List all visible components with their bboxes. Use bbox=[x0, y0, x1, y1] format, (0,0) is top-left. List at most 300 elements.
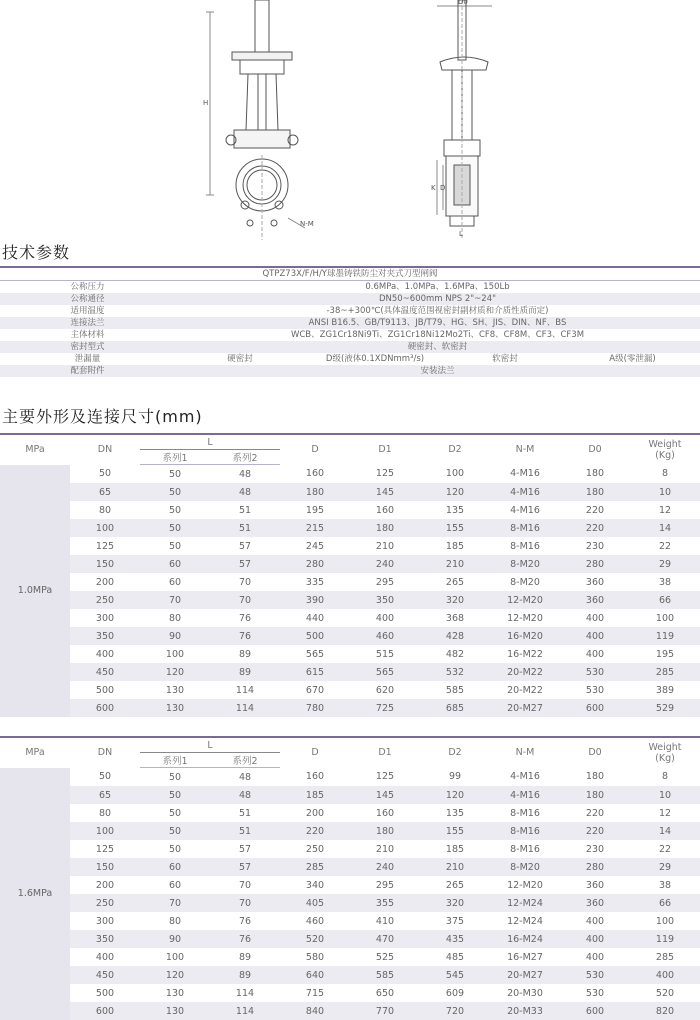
table-cell: 585 bbox=[350, 966, 420, 984]
table-cell: 99 bbox=[420, 768, 490, 787]
table-cell: 130 bbox=[140, 1002, 210, 1020]
table-cell: 520 bbox=[280, 930, 350, 948]
table-cell: 770 bbox=[350, 1002, 420, 1020]
table-row bbox=[0, 948, 700, 966]
table-cell: 80 bbox=[140, 912, 210, 930]
table-cell: 51 bbox=[210, 519, 280, 537]
param-value: A级(零泄漏) bbox=[565, 353, 700, 365]
table-cell: 400 bbox=[630, 966, 700, 984]
table-row bbox=[0, 609, 700, 627]
dimensions-table-2 bbox=[0, 736, 700, 1020]
table-row bbox=[0, 966, 700, 984]
table-cell: 60 bbox=[140, 858, 210, 876]
table-cell: 725 bbox=[350, 699, 420, 717]
param-value: -38~+300℃(具体温度范围视密封副材质和介质性质而定) bbox=[175, 305, 700, 317]
table-cell: 14 bbox=[630, 822, 700, 840]
table-cell: 8-M16 bbox=[490, 537, 560, 555]
table-cell: 320 bbox=[420, 894, 490, 912]
table-row bbox=[0, 465, 700, 484]
table-cell: 340 bbox=[280, 876, 350, 894]
header-d1: D1 bbox=[350, 737, 420, 768]
table-cell: 20-M33 bbox=[490, 1002, 560, 1020]
table-cell: 125 bbox=[350, 768, 420, 787]
table-cell: 360 bbox=[560, 573, 630, 591]
table-cell: 50 bbox=[140, 840, 210, 858]
table-row bbox=[0, 894, 700, 912]
table-cell: 180 bbox=[350, 822, 420, 840]
parameters-table bbox=[0, 266, 700, 377]
header-d2: D2 bbox=[420, 434, 490, 465]
table-cell: 48 bbox=[210, 483, 280, 501]
label-d: D bbox=[440, 184, 445, 192]
table-cell: 368 bbox=[420, 609, 490, 627]
table-cell: 57 bbox=[210, 537, 280, 555]
table-cell: 120 bbox=[420, 786, 490, 804]
table-cell: 89 bbox=[210, 645, 280, 663]
table-cell: 8-M16 bbox=[490, 840, 560, 858]
table-cell: 230 bbox=[560, 537, 630, 555]
table-cell: 500 bbox=[280, 627, 350, 645]
table-cell: 720 bbox=[420, 1002, 490, 1020]
table-cell: 529 bbox=[630, 699, 700, 717]
table-cell: 51 bbox=[210, 804, 280, 822]
table-cell: 50 bbox=[140, 501, 210, 519]
table-cell: 320 bbox=[420, 591, 490, 609]
table-cell: 460 bbox=[280, 912, 350, 930]
table-cell: 350 bbox=[350, 591, 420, 609]
table-cell: 200 bbox=[70, 876, 140, 894]
table-cell: 210 bbox=[420, 555, 490, 573]
table-cell: 10 bbox=[630, 786, 700, 804]
table-cell: 245 bbox=[280, 537, 350, 555]
table-cell: 400 bbox=[70, 645, 140, 663]
header-series1: 系列1 bbox=[140, 753, 210, 768]
table-cell: 65 bbox=[70, 786, 140, 804]
table-cell: 16-M20 bbox=[490, 627, 560, 645]
table-cell: 530 bbox=[560, 984, 630, 1002]
param-label: 公称通径 bbox=[0, 293, 175, 305]
param-value: DN50~600mm NPS 2"~24" bbox=[175, 293, 700, 305]
header-d: D bbox=[280, 434, 350, 465]
header-mpa: MPa bbox=[0, 434, 70, 465]
table-cell: 8 bbox=[630, 768, 700, 787]
table-cell: 70 bbox=[140, 591, 210, 609]
table-row bbox=[0, 501, 700, 519]
header-nm: N-M bbox=[490, 737, 560, 768]
table-cell: 350 bbox=[70, 627, 140, 645]
table-cell: 400 bbox=[560, 645, 630, 663]
table-cell: 375 bbox=[420, 912, 490, 930]
label-k: K bbox=[431, 184, 436, 192]
table-cell: 620 bbox=[350, 681, 420, 699]
table-cell: 114 bbox=[210, 681, 280, 699]
table-cell: 66 bbox=[630, 894, 700, 912]
param-value: WCB、ZG1Cr18Ni9Ti、ZG1Cr18Ni12Mo2Ti、CF8、CF8M、CF3、CF3M bbox=[175, 329, 700, 341]
table-cell: 60 bbox=[140, 573, 210, 591]
param-value: D级(液体0.1XDNmm³/s) bbox=[305, 353, 445, 365]
table-cell: 50 bbox=[140, 465, 210, 484]
table-cell: 50 bbox=[140, 483, 210, 501]
header-d0: D0 bbox=[560, 434, 630, 465]
table-cell: 585 bbox=[420, 681, 490, 699]
table-cell: 100 bbox=[70, 519, 140, 537]
table-cell: 640 bbox=[280, 966, 350, 984]
header-d2: D2 bbox=[420, 737, 490, 768]
table-cell: 220 bbox=[560, 804, 630, 822]
header-dn: DN bbox=[70, 737, 140, 768]
table-cell: 130 bbox=[140, 681, 210, 699]
table-cell: 89 bbox=[210, 948, 280, 966]
table-cell: 100 bbox=[140, 645, 210, 663]
table-cell: 360 bbox=[560, 876, 630, 894]
table-cell: 295 bbox=[350, 573, 420, 591]
table-cell: 180 bbox=[560, 786, 630, 804]
table-cell: 50 bbox=[140, 537, 210, 555]
table-cell: 50 bbox=[140, 519, 210, 537]
header-mpa: MPa bbox=[0, 737, 70, 768]
header-dn: DN bbox=[70, 434, 140, 465]
table-cell: 515 bbox=[350, 645, 420, 663]
table-cell: 4-M16 bbox=[490, 483, 560, 501]
table-cell: 20-M30 bbox=[490, 984, 560, 1002]
table-row bbox=[0, 681, 700, 699]
table-cell: 220 bbox=[560, 519, 630, 537]
table-cell: 120 bbox=[420, 483, 490, 501]
table-row bbox=[0, 804, 700, 822]
table-cell: 70 bbox=[210, 591, 280, 609]
table-cell: 285 bbox=[630, 948, 700, 966]
table-cell: 50 bbox=[140, 804, 210, 822]
table-cell: 51 bbox=[210, 822, 280, 840]
param-value: 软密封 bbox=[445, 353, 565, 365]
table-cell: 119 bbox=[630, 930, 700, 948]
table-cell: 600 bbox=[70, 1002, 140, 1020]
table-cell: 600 bbox=[70, 699, 140, 717]
table-cell: 145 bbox=[350, 483, 420, 501]
table-cell: 300 bbox=[70, 912, 140, 930]
table-cell: 50 bbox=[140, 822, 210, 840]
table-cell: 38 bbox=[630, 573, 700, 591]
table-cell: 685 bbox=[420, 699, 490, 717]
table-cell: 8-M16 bbox=[490, 804, 560, 822]
table-cell: 48 bbox=[210, 786, 280, 804]
table-cell: 80 bbox=[140, 609, 210, 627]
table-cell: 160 bbox=[350, 804, 420, 822]
table-cell: 8-M20 bbox=[490, 573, 560, 591]
table-cell: 470 bbox=[350, 930, 420, 948]
table-cell: 50 bbox=[70, 768, 140, 787]
table-cell: 530 bbox=[560, 663, 630, 681]
table-cell: 295 bbox=[350, 876, 420, 894]
table-cell: 10 bbox=[630, 483, 700, 501]
table-cell: 100 bbox=[420, 465, 490, 484]
table-cell: 57 bbox=[210, 840, 280, 858]
table-cell: 600 bbox=[560, 699, 630, 717]
table-row bbox=[0, 858, 700, 876]
table-cell: 12-M24 bbox=[490, 894, 560, 912]
table-row bbox=[0, 840, 700, 858]
table-row bbox=[0, 1002, 700, 1020]
table-cell: 76 bbox=[210, 930, 280, 948]
header-d: D bbox=[280, 737, 350, 768]
table-cell: 57 bbox=[210, 555, 280, 573]
table-cell: 8-M20 bbox=[490, 555, 560, 573]
table-body bbox=[0, 465, 700, 718]
table-cell: 482 bbox=[420, 645, 490, 663]
header-weight: Weight (Kg) bbox=[630, 434, 700, 465]
table-body bbox=[0, 768, 700, 1020]
table-cell: 100 bbox=[70, 822, 140, 840]
table-cell: 565 bbox=[350, 663, 420, 681]
table-cell: 532 bbox=[420, 663, 490, 681]
table-cell: 240 bbox=[350, 555, 420, 573]
table-cell: 360 bbox=[560, 894, 630, 912]
table-cell: 450 bbox=[70, 966, 140, 984]
table-cell: 14 bbox=[630, 519, 700, 537]
table-row bbox=[0, 627, 700, 645]
table-cell: 12-M24 bbox=[490, 912, 560, 930]
table-cell: 130 bbox=[140, 699, 210, 717]
table-cell: 615 bbox=[280, 663, 350, 681]
table-cell: 389 bbox=[630, 681, 700, 699]
table-cell: 29 bbox=[630, 858, 700, 876]
table-cell: 355 bbox=[350, 894, 420, 912]
table-cell: 230 bbox=[560, 840, 630, 858]
table-cell: 210 bbox=[420, 858, 490, 876]
table-cell: 200 bbox=[280, 804, 350, 822]
table-cell: 820 bbox=[630, 1002, 700, 1020]
table-cell: 12-M20 bbox=[490, 609, 560, 627]
table-cell: 400 bbox=[560, 912, 630, 930]
table-cell: 145 bbox=[350, 786, 420, 804]
table-cell: 70 bbox=[210, 573, 280, 591]
header-series2: 系列2 bbox=[210, 450, 280, 465]
section-title-parameters: 技术参数 bbox=[0, 240, 70, 263]
table-cell: 38 bbox=[630, 876, 700, 894]
table-cell: 8 bbox=[630, 465, 700, 484]
table-cell: 250 bbox=[280, 840, 350, 858]
table-cell: 135 bbox=[420, 804, 490, 822]
table-cell: 76 bbox=[210, 912, 280, 930]
table-cell: 125 bbox=[70, 537, 140, 555]
table-cell: 125 bbox=[350, 465, 420, 484]
table-cell: 400 bbox=[560, 930, 630, 948]
table-cell: 70 bbox=[210, 876, 280, 894]
table-cell: 8-M16 bbox=[490, 519, 560, 537]
parameters-table-title: QTPZ73X/F/H/Y球墨铸铁防尘对夹式刀型闸阀 bbox=[0, 267, 700, 281]
table-row bbox=[0, 573, 700, 591]
table-cell: 20-M27 bbox=[490, 966, 560, 984]
table-cell: 500 bbox=[70, 681, 140, 699]
table-cell: 180 bbox=[280, 483, 350, 501]
param-label: 主体材料 bbox=[0, 329, 175, 341]
param-label: 泄漏量 bbox=[0, 353, 175, 365]
header-l: L bbox=[140, 737, 280, 753]
table-row bbox=[0, 555, 700, 573]
table-cell: 280 bbox=[560, 555, 630, 573]
table-cell: 600 bbox=[560, 1002, 630, 1020]
table-cell: 185 bbox=[420, 537, 490, 555]
header-series2: 系列2 bbox=[210, 753, 280, 768]
table-cell: 840 bbox=[280, 1002, 350, 1020]
table-cell: 16-M24 bbox=[490, 930, 560, 948]
table-cell: 50 bbox=[140, 786, 210, 804]
param-value: 安装法兰 bbox=[175, 365, 700, 377]
table-cell: 400 bbox=[560, 609, 630, 627]
table-cell: 525 bbox=[350, 948, 420, 966]
table-cell: 280 bbox=[280, 555, 350, 573]
table-cell: 76 bbox=[210, 627, 280, 645]
table-cell: 160 bbox=[350, 501, 420, 519]
table-row bbox=[0, 822, 700, 840]
table-cell: 4-M16 bbox=[490, 786, 560, 804]
table-cell: 530 bbox=[560, 681, 630, 699]
table-cell: 100 bbox=[630, 912, 700, 930]
table-cell: 580 bbox=[280, 948, 350, 966]
table-cell: 220 bbox=[280, 822, 350, 840]
header-d1: D1 bbox=[350, 434, 420, 465]
table-cell: 335 bbox=[280, 573, 350, 591]
technical-drawings bbox=[0, 0, 700, 240]
table-cell: 780 bbox=[280, 699, 350, 717]
table-cell: 435 bbox=[420, 930, 490, 948]
table-cell: 4-M16 bbox=[490, 501, 560, 519]
param-value: 硬密封 bbox=[175, 353, 305, 365]
pressure-cell: 1.6MPa bbox=[0, 768, 70, 1020]
table-cell: 440 bbox=[280, 609, 350, 627]
table-cell: 120 bbox=[140, 966, 210, 984]
table-cell: 160 bbox=[280, 768, 350, 787]
table-cell: 4-M16 bbox=[490, 465, 560, 484]
label-d0: D0 bbox=[458, 0, 468, 6]
table-cell: 60 bbox=[140, 555, 210, 573]
table-cell: 22 bbox=[630, 537, 700, 555]
table-cell: 405 bbox=[280, 894, 350, 912]
table-cell: 565 bbox=[280, 645, 350, 663]
table-cell: 180 bbox=[560, 465, 630, 484]
table-cell: 135 bbox=[420, 501, 490, 519]
label-l: L bbox=[459, 230, 463, 238]
table-cell: 29 bbox=[630, 555, 700, 573]
table-cell: 100 bbox=[140, 948, 210, 966]
table-cell: 400 bbox=[70, 948, 140, 966]
table-cell: 180 bbox=[350, 519, 420, 537]
table-cell: 670 bbox=[280, 681, 350, 699]
valve-drawing bbox=[0, 0, 700, 240]
table-cell: 65 bbox=[70, 483, 140, 501]
table-row bbox=[0, 930, 700, 948]
header-d0: D0 bbox=[560, 737, 630, 768]
table-cell: 185 bbox=[420, 840, 490, 858]
table-row bbox=[0, 699, 700, 717]
table-cell: 285 bbox=[280, 858, 350, 876]
param-label: 配套附件 bbox=[0, 365, 175, 377]
label-nm: N-M bbox=[300, 220, 314, 228]
table-cell: 125 bbox=[70, 840, 140, 858]
table-cell: 250 bbox=[70, 591, 140, 609]
table-cell: 48 bbox=[210, 465, 280, 484]
table-cell: 265 bbox=[420, 876, 490, 894]
table-cell: 400 bbox=[560, 627, 630, 645]
param-value: ANSI B16.5、GB/T9113、JB/T79、HG、SH、JIS、DIN、NF、BS bbox=[175, 317, 700, 329]
table-cell: 50 bbox=[140, 768, 210, 787]
table-row bbox=[0, 786, 700, 804]
table-cell: 50 bbox=[70, 465, 140, 484]
pressure-cell: 1.0MPa bbox=[0, 465, 70, 718]
table-cell: 240 bbox=[350, 858, 420, 876]
table-cell: 220 bbox=[560, 822, 630, 840]
table-cell: 609 bbox=[420, 984, 490, 1002]
table-cell: 114 bbox=[210, 699, 280, 717]
table-row bbox=[0, 663, 700, 681]
table-cell: 89 bbox=[210, 966, 280, 984]
table-cell: 89 bbox=[210, 663, 280, 681]
table-cell: 51 bbox=[210, 501, 280, 519]
table-cell: 210 bbox=[350, 537, 420, 555]
table-cell: 200 bbox=[70, 573, 140, 591]
table-cell: 250 bbox=[70, 894, 140, 912]
table-cell: 130 bbox=[140, 984, 210, 1002]
table-cell: 360 bbox=[560, 591, 630, 609]
table-cell: 57 bbox=[210, 858, 280, 876]
table-cell: 195 bbox=[630, 645, 700, 663]
table-cell: 150 bbox=[70, 555, 140, 573]
table-cell: 66 bbox=[630, 591, 700, 609]
table-cell: 185 bbox=[280, 786, 350, 804]
table-cell: 90 bbox=[140, 627, 210, 645]
table-cell: 280 bbox=[560, 858, 630, 876]
table-cell: 12-M20 bbox=[490, 876, 560, 894]
table-cell: 80 bbox=[70, 804, 140, 822]
table-cell: 180 bbox=[560, 768, 630, 787]
table-cell: 650 bbox=[350, 984, 420, 1002]
table-row bbox=[0, 912, 700, 930]
table-cell: 428 bbox=[420, 627, 490, 645]
table-cell: 220 bbox=[560, 501, 630, 519]
table-cell: 715 bbox=[280, 984, 350, 1002]
table-cell: 300 bbox=[70, 609, 140, 627]
table-cell: 70 bbox=[210, 894, 280, 912]
header-weight: Weight (Kg) bbox=[630, 737, 700, 768]
table-cell: 70 bbox=[140, 894, 210, 912]
section-title-dimensions: 主要外形及连接尺寸(mm) bbox=[0, 404, 203, 427]
table-cell: 8-M20 bbox=[490, 858, 560, 876]
table-cell: 400 bbox=[560, 948, 630, 966]
table-row bbox=[0, 483, 700, 501]
param-label: 密封型式 bbox=[0, 341, 175, 353]
table-cell: 12 bbox=[630, 501, 700, 519]
table-cell: 114 bbox=[210, 1002, 280, 1020]
table-cell: 530 bbox=[560, 966, 630, 984]
table-cell: 450 bbox=[70, 663, 140, 681]
table-row bbox=[0, 645, 700, 663]
param-label: 公称压力 bbox=[0, 281, 175, 294]
param-value: 硬密封、软密封 bbox=[175, 341, 700, 353]
table-row bbox=[0, 591, 700, 609]
table-cell: 215 bbox=[280, 519, 350, 537]
param-label: 适用温度 bbox=[0, 305, 175, 317]
table-cell: 285 bbox=[630, 663, 700, 681]
table-cell: 90 bbox=[140, 930, 210, 948]
table-row bbox=[0, 876, 700, 894]
table-cell: 76 bbox=[210, 609, 280, 627]
header-l: L bbox=[140, 434, 280, 450]
param-value: 0.6MPa、1.0MPa、1.6MPa、150Lb bbox=[175, 281, 700, 294]
table-cell: 20-M22 bbox=[490, 663, 560, 681]
table-cell: 195 bbox=[280, 501, 350, 519]
table-cell: 119 bbox=[630, 627, 700, 645]
header-series1: 系列1 bbox=[140, 450, 210, 465]
